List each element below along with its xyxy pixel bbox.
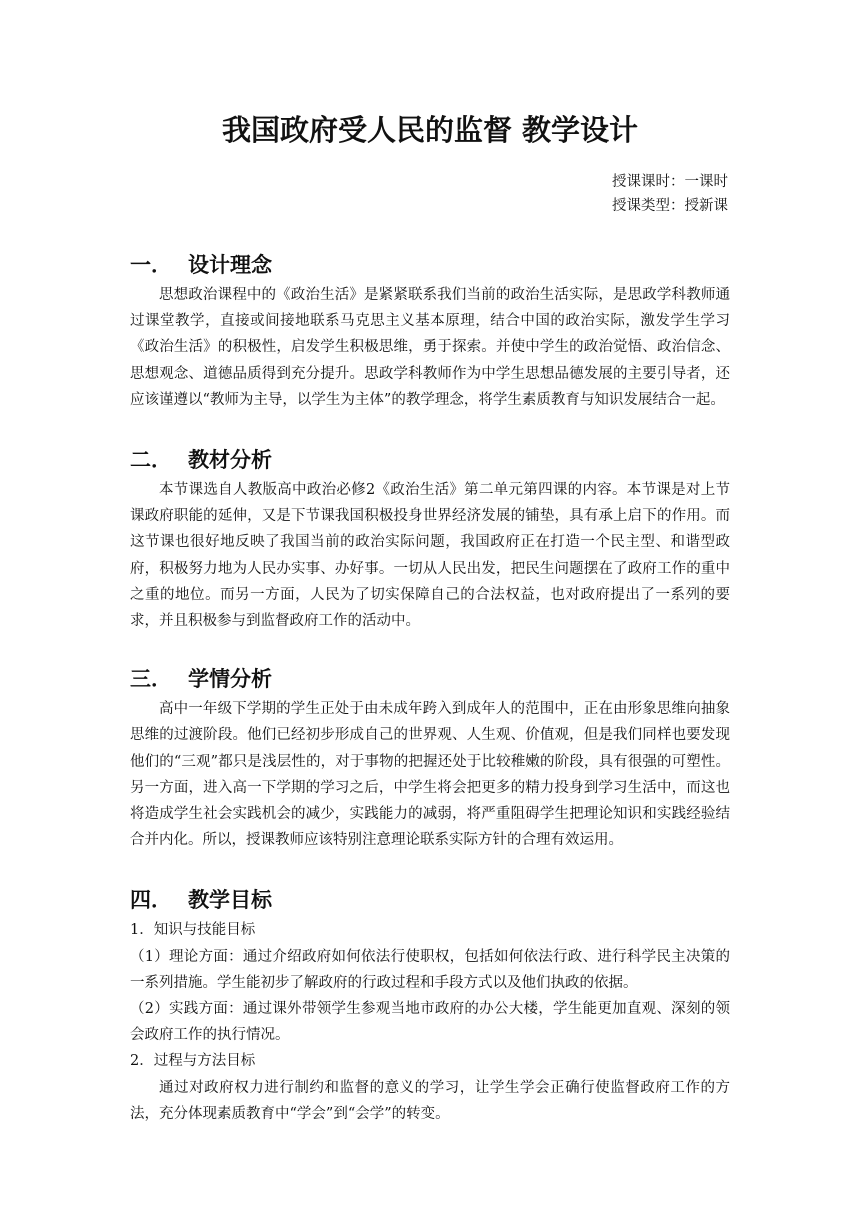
section-title: 学情分析 [188,667,272,692]
section-number: 四． [130,888,172,913]
section-title: 教材分析 [188,448,272,473]
section-heading [130,248,730,282]
section-heading [130,883,730,917]
lesson-meta [130,170,730,218]
section-number: 三． [130,667,172,692]
section-heading [130,443,730,477]
section-teaching-goals [130,883,730,1127]
lesson-hours: 授课课时：一课时 [612,174,728,190]
document-title: 我国政府受人民的监督 教学设计 [221,113,639,147]
goal-theory-line: （1）理论方面：通过介绍政府如何依法行使职权，包括如何依法行政、进行科学民主决策的一系列措施。学生能初步了解政府的行政过程和手段方式以及他们执政的依据。 [130,948,730,991]
section-paragraph: 通过对政府权力进行制约和监督的意义的学习，让学生学会正确行使监督政府工作的方法，充分体现素质教育中“学会”到“会学”的转变。 [130,1079,730,1122]
section-title: 教学目标 [188,888,272,913]
goal-practice-line: （2）实践方面：通过课外带领学生参观当地市政府的办公大楼，学生能更加直观、深刻的领会政府工作的执行情况。 [130,1001,730,1044]
section-student-analysis [130,662,730,853]
section-number: 二． [130,448,172,473]
goal-process-heading: 2．过程与方法目标 [130,1053,256,1070]
goal-knowledge-heading: 1．知识与技能目标 [130,922,256,939]
section-heading [130,662,730,696]
section-textbook-analysis [130,443,730,634]
section-paragraph: 思想政治课程中的《政治生活》是紧紧联系我们当前的政治生活实际，是思政学科教师通过课堂教学，直接或间接地联系马克思主义基本原理，结合中国的政治实际，激发学生学习《政治生活》的积极性，启发学生积极思维，勇于探索。并使中学生的政治觉悟、政治信念、思想观念、道德品质得到充分提升。思政学科教师作为中学生思想品德发展的主要引导者，还应该谨遵以“教师为主导，以学生为主体”的教学理念，将学生素质教育与知识发展结合一起。 [130,287,730,408]
section-number: 一． [130,253,172,277]
section-paragraph: 本节课选自人教版高中政治必修2《政治生活》第二单元第四课的内容。本节课是对上节课政府职能的延伸，又是下节课我国积极投身世界经济发展的铺垫，具有承上启下的作用。而这节课也很好地反映了我国当前的政治实际问题，我国政府正在打造一个民主型、和谐型政府，积极努力地为人民办实事、办好事。一切从人民出发，把民生问题摆在了政府工作的重中之重的地位。而另一方面，人民为了切实保障自己的合法权益，也对政府提出了一系列的要求，并且积极参与到监督政府工作的活动中。 [130,482,730,630]
lesson-type: 授课类型：授新课 [612,198,728,214]
section-paragraph: 高中一年级下学期的学生正处于由未成年跨入到成年人的范围中，正在由形象思维向抽象思维的过渡阶段。他们已经初步形成自己的世界观、人生观、价值观，但是我们同样也要发现他们的“三观”都只是浅层性的，对于事物的把握还处于比较稚嫩的阶段，具有很强的可塑性。另一方面，进入高一下学期的学习之后，中学生将会把更多的精力投身到学习生活中，而这也将造成学生社会实践机会的减少，实践能力的减弱，将严重阻碍学生把理论知识和实践经验结合并内化。所以，授课教师应该特别注意理论联系实际方针的合理有效运用。 [130,701,730,849]
section-title: 设计理念 [188,253,272,277]
section-design-concept [130,248,730,413]
